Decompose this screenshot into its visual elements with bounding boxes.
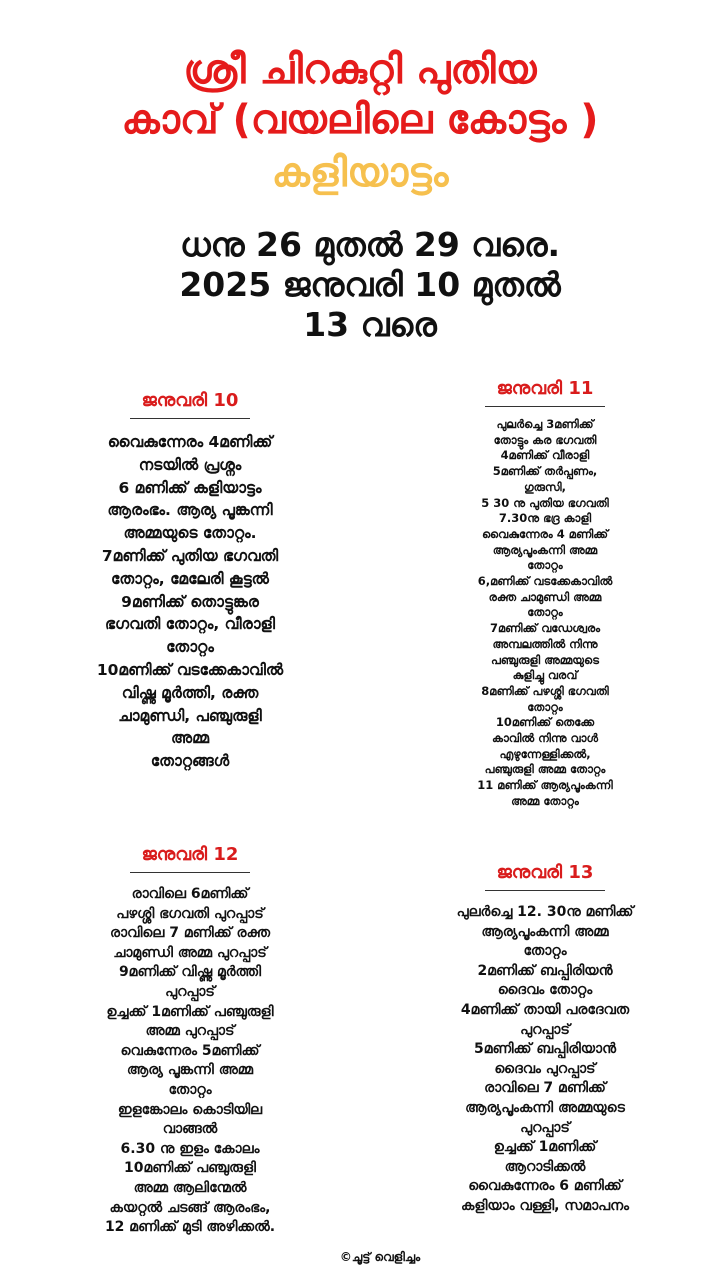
schedule-line: വൈകുന്നേരം 4 മണിക്ക് — [481, 526, 609, 541]
title-line-2: കാവ് (വയലിലെ കോട്ടം ) — [121, 97, 599, 143]
schedule-line: ഉച്ചക്ക് 1മണിക്ക് പഞ്ചുരുളി — [106, 1003, 274, 1020]
schedule-line: രാവിലെ 7 മണിക്ക് — [484, 1080, 606, 1097]
schedule-line: എഴുന്നേള്ളിക്കൽ, — [499, 746, 591, 761]
schedule-line: ഗുരുസി, — [523, 479, 567, 494]
section-heading: ജനുവരി 12 — [141, 844, 239, 865]
schedule-line: 11 മണിക്ക് ആര്യപൂംകന്നി — [477, 778, 613, 793]
schedule-line: കുളിച്ചു വരവ് — [512, 668, 578, 683]
credit-text: ©ചൂട്ട് വെളിച്ചം — [339, 1250, 421, 1264]
subtitle: കളിയാട്ടം — [271, 150, 449, 196]
schedule-line: 9മണിക്ക് തൊട്ടുങ്കര — [121, 592, 259, 611]
schedule-line: 10മണിക്ക് പഞ്ചുരുളി — [124, 1160, 256, 1177]
schedule-line: രാവിലെ 6മണിക്ക് — [131, 886, 249, 902]
schedule-line: ഭഗവതി തോറ്റം, വീരാളി — [105, 615, 275, 634]
schedule-line: 7മണിക്ക് വഡേശ്വരം — [489, 621, 601, 636]
section-heading: ജനുവരി 10 — [141, 390, 239, 411]
section-heading: ജനുവരി 11 — [496, 378, 594, 399]
section-heading: ജനുവരി 13 — [496, 862, 594, 883]
schedule-line: കളിയാം വള്ളി, സമാപനം — [460, 1197, 629, 1214]
schedule-line: ദൈവം പുറപ്പാട് — [494, 1060, 596, 1077]
schedule-line: 4മണിക്ക് വീരാളി — [500, 448, 590, 463]
section-lines — [30, 885, 350, 1238]
section-jan-13 — [390, 860, 700, 1217]
section-lines — [390, 903, 700, 1217]
schedule-line: പുലർച്ചെ 12. 30നു മണിക്ക് — [456, 904, 634, 920]
date-line-1: ധനു 26 മുതൽ 29 വരെ. — [180, 225, 560, 264]
schedule-line: വാങ്ങൽ — [162, 1121, 218, 1138]
section-jan-10 — [40, 388, 340, 773]
schedule-line: പുലർച്ചെ 3മണിക്ക് — [496, 417, 594, 431]
schedule-line: രക്ത ചാമുണ്ഡി അമ്മ — [488, 589, 602, 604]
schedule-line: ചാമുണ്ഡി അമ്മ പുറപ്പാട് — [113, 944, 267, 961]
schedule-line: നടയിൽ പ്രശ്നം — [138, 455, 242, 474]
divider — [130, 418, 250, 419]
schedule-line: അമ്മ തോറ്റം — [511, 793, 579, 808]
schedule-line: വൈകുന്നേരം 4മണിക്ക് — [107, 433, 273, 451]
schedule-line: പുറപ്പാട് — [520, 1119, 570, 1136]
schedule-line: 9മണിക്ക് വിഷ്ണു മൂർത്തി — [118, 964, 262, 981]
schedule-line: തോറ്റം — [527, 605, 563, 620]
schedule-line: അമ്മ — [170, 729, 210, 748]
schedule-line: ആര്യ പൂങ്കന്നി അമ്മ — [126, 1062, 254, 1079]
schedule-line: അമ്പലത്തിൽ നിന്നു — [492, 636, 598, 651]
schedule-line: തോട്ടും കര ഭഗവതി — [493, 432, 597, 447]
schedule-line: വെകുന്നേരം 5മണിക്ക് — [120, 1042, 260, 1059]
schedule-line: പഞ്ചുരുളി അമ്മയുടെ — [490, 652, 600, 667]
schedule-line: ആര്യപൂംകന്നി അമ്മ — [492, 542, 598, 557]
schedule-line: തോറ്റം — [527, 699, 563, 714]
schedule-line: ആറാടിക്കൽ — [504, 1158, 586, 1175]
divider — [485, 890, 605, 891]
schedule-line: തോറ്റങ്ങൾ — [150, 752, 230, 771]
divider — [485, 406, 605, 407]
schedule-line: കയറ്റൽ ചടങ്ങ് ആരംഭം, — [109, 1199, 271, 1216]
schedule-line: ഇളങ്കോലം കൊടിയില — [117, 1101, 263, 1118]
schedule-line: കാവിൽ നിന്നു വാൾ — [491, 731, 599, 746]
schedule-line: പഴശ്ശി ഭഗവതി പുറപ്പാട് — [116, 905, 264, 922]
schedule-line: തോറ്റം, മേലേരി കൂട്ടൽ — [111, 569, 269, 588]
schedule-line: തോറ്റം — [168, 1081, 212, 1098]
schedule-line: പുറപ്പാട് — [165, 983, 215, 1000]
schedule-line: 4മണിക്ക് തായി പരദേവത — [460, 1001, 630, 1018]
schedule-line: തോറ്റം — [527, 558, 563, 573]
schedule-line: പുറപ്പാട് — [520, 1021, 570, 1038]
schedule-line: വൈകുന്നേരം 6 മണിക്ക് — [468, 1178, 622, 1195]
schedule-line: 5 30 നു പുതിയ ഭഗവതി — [481, 495, 609, 510]
section-lines — [400, 417, 690, 810]
schedule-line: അമ്മയുടെ തോറ്റം. — [123, 524, 257, 543]
schedule-line: ചാമുണ്ഡി, പഞ്ചുരുളി — [118, 706, 262, 725]
schedule-line: 10മണിക്ക് തെക്കേ — [495, 715, 595, 730]
schedule-line: 10മണിക്ക് വടക്കേകാവിൽ — [96, 660, 284, 679]
schedule-line: ആര്യപൂംകന്നി അമ്മയുടെ — [465, 1099, 625, 1116]
schedule-line: തോറ്റം — [166, 638, 214, 657]
section-lines — [40, 431, 340, 773]
section-jan-11 — [400, 376, 690, 810]
date-line-2: 2025 ജനുവരി 10 മുതൽ — [179, 265, 561, 304]
schedule-line: 8മണിക്ക് പഴശ്ശി ഭഗവതി — [481, 683, 609, 698]
title-line-1: ശ്രീ ചിറകുറ്റി പുതിയ — [183, 47, 537, 93]
schedule-line: 7മണിക്ക് പുതിയ ഭഗവതി — [101, 546, 279, 565]
schedule-line: 6.30 നു ഇളം കോലം — [120, 1140, 260, 1157]
schedule-line: ദൈവം തോറ്റം — [497, 982, 593, 999]
schedule-line: 7.30നു ഭദ്ര കാളി — [498, 511, 592, 526]
schedule-line: 6,മണിക്ക് വടക്കേകാവിൽ — [477, 574, 613, 589]
schedule-line: 12 മണിക്ക് മുടി അഴിക്കൽ. — [104, 1219, 276, 1236]
schedule-line: രാവിലെ 7 മണിക്ക് രക്ത — [109, 925, 271, 942]
schedule-line: 5മണിക്ക് തർപ്പണം, — [492, 464, 598, 479]
schedule-line: തോറ്റം — [523, 943, 567, 960]
schedule-line: ആര്യപൂംകന്നി അമ്മ — [481, 923, 609, 940]
section-jan-12 — [30, 842, 350, 1238]
schedule-line: അമ്മ പുറപ്പാട് — [145, 1023, 235, 1040]
schedule-line: വിഷ്ണു മൂർത്തി, രക്ത — [121, 683, 259, 702]
date-line-3: 13 വരെ — [303, 305, 437, 344]
schedule-line: 6 മണിക്ക് കളിയാട്ടം — [118, 478, 262, 497]
schedule-line: 2മണിക്ക് ബപ്പിരിയൻ — [477, 962, 613, 979]
schedule-line: പഞ്ചുരുളി അമ്മ തോറ്റം — [484, 762, 606, 777]
schedule-line: അമ്മ ആലിന്മേൽ — [133, 1179, 247, 1196]
schedule-line: 5മണിക്ക് ബപ്പിരിയാൻ — [473, 1041, 617, 1058]
schedule-line: ആരംഭം. ആര്യ പൂങ്കന്നി — [107, 501, 273, 520]
schedule-line: ഉച്ചക്ക് 1മണിക്ക് — [493, 1139, 597, 1156]
divider — [130, 872, 250, 873]
